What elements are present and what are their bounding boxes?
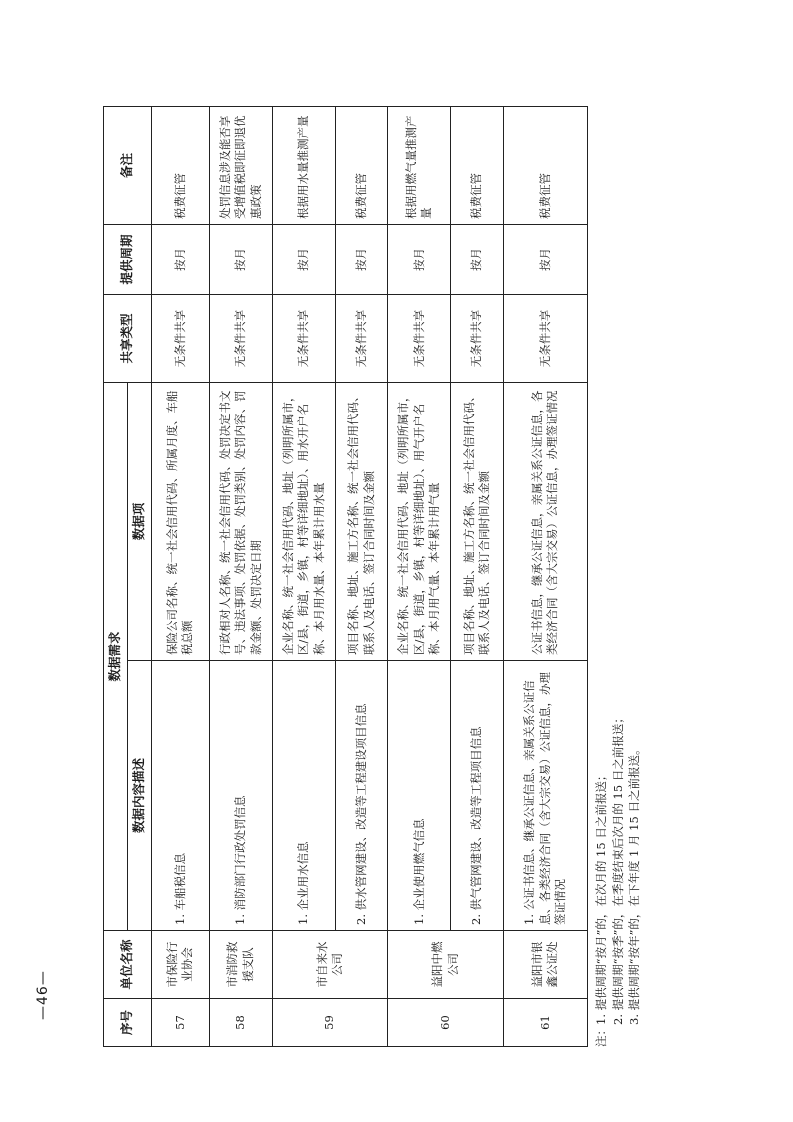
data-needs-table	[103, 106, 588, 1047]
desc-cell: 2. 供水管网建设、改造等工程建设项目信息	[335, 661, 388, 931]
share-type-cell: 无条件共享	[388, 294, 451, 382]
items-cell: 企业名称、统一社会信用代码、地址（列明所属市，区/县，街道，乡镇，村等详细地址）、用水开户名称、本月用水量、本年累计用水量	[272, 382, 335, 660]
items-cell: 项目名称、地址、施工方名称、统一社会信用代码、联系人及电话、签订合同时间及金额	[335, 382, 388, 660]
note-text: 2. 提供周期“按季”的，在季度结束后次月的 15 日之前报送；	[610, 712, 625, 1025]
seq-cell: 60	[388, 999, 504, 1047]
desc-cell: 1. 企业使用燃气信息	[388, 661, 451, 931]
desc-cell: 1. 消防部门行政处罚信息	[209, 661, 272, 931]
unit-cell: 益阳市银鑫公证处	[503, 931, 587, 999]
share-type-cell: 无条件共享	[503, 294, 587, 382]
desc-cell: 1. 公证书信息、继承公证信息、亲属关系公证信息、各类经济合同（含大宗交易）公证信息，办理签证情况	[503, 661, 587, 931]
desc-cell: 1. 企业用水信息	[272, 661, 335, 931]
period-cell: 按月	[335, 224, 388, 294]
period-cell: 按月	[152, 224, 210, 294]
note-line	[610, 107, 627, 1047]
seq-cell: 57	[152, 999, 210, 1047]
table-row	[209, 106, 272, 1046]
rotated-page	[103, 47, 713, 1047]
items-cell: 企业名称、统一社会信用代码、地址（列明所属市，区/县，街道，乡镇，村等详细地址）、用气开户名称、本月用气量、本年累计用气量	[388, 382, 451, 660]
period-cell: 按月	[272, 224, 335, 294]
table-row	[335, 106, 388, 1046]
header-desc: 数据内容描述	[128, 661, 152, 931]
notes	[593, 107, 643, 1047]
header-data-needs: 数据需求	[104, 382, 128, 930]
share-type-cell: 无条件共享	[152, 294, 210, 382]
note-text: 3. 提供周期“按年”的，在下年度 1 月 15 日之前报送。	[627, 743, 642, 1025]
header-row-1	[104, 106, 128, 1046]
header-remark: 备注	[104, 106, 152, 224]
remark-cell: 税费征管	[451, 106, 504, 224]
items-cell: 保险公司名称、统一社会信用代码、所属月度、车船税总额	[152, 382, 210, 660]
header-period: 提供周期	[104, 224, 152, 294]
remark-cell: 税费征管	[335, 106, 388, 224]
seq-cell: 59	[272, 999, 388, 1047]
header-items: 数据项	[128, 382, 152, 660]
table-row	[152, 106, 210, 1046]
note-text: 1. 提供周期“按月”的，在次月的 15 日之前报送；	[594, 769, 608, 1025]
items-cell: 公证书信息，继承公证信息，亲属关系公证信息，各类经济合同（含大宗交易）公证信息，办理签证情况	[503, 382, 587, 660]
period-cell: 按月	[503, 224, 587, 294]
note-line	[593, 107, 610, 1047]
remark-cell: 根据用燃气量推测产量	[388, 106, 451, 224]
table-row	[503, 106, 587, 1046]
share-type-cell: 无条件共享	[451, 294, 504, 382]
remark-cell: 税费征管	[503, 106, 587, 224]
header-share-type: 共享类型	[104, 294, 152, 382]
share-type-cell: 无条件共享	[272, 294, 335, 382]
header-unit: 单位名称	[104, 931, 152, 999]
desc-cell: 2. 供气管网建设、改造等工程项目信息	[451, 661, 504, 931]
remark-cell: 根据用水量推测产量	[272, 106, 335, 224]
remark-cell: 税费征管	[152, 106, 210, 224]
note-line	[626, 107, 643, 1047]
items-cell: 行政相对人名称、统一社会信用代码、处罚决定书文号、违法事项、处罚依据、处罚类别、处罚内容、罚款金额、处罚决定日期	[209, 382, 272, 660]
table-row	[272, 106, 335, 1046]
unit-cell: 市保险行业协会	[152, 931, 210, 999]
unit-cell: 益阳中燃公司	[388, 931, 504, 999]
header-seq: 序号	[104, 999, 152, 1047]
share-type-cell: 无条件共享	[335, 294, 388, 382]
desc-cell: 1. 车船税信息	[152, 661, 210, 931]
period-cell: 按月	[451, 224, 504, 294]
seq-cell: 58	[209, 999, 272, 1047]
remark-cell: 处罚信息涉及能否享受增值税即征即退优惠政策	[209, 106, 272, 224]
page-number: —46—	[35, 970, 51, 1020]
table-row	[451, 106, 504, 1046]
items-cell: 项目名称、地址、施工方名称、统一社会信用代码、联系人及电话、签订合同时间及金额	[451, 382, 504, 660]
unit-cell: 市消防救援支队	[209, 931, 272, 999]
unit-cell: 市自来水公司	[272, 931, 388, 999]
notes-lead: 注：	[594, 1024, 608, 1047]
seq-cell: 61	[503, 999, 587, 1047]
period-cell: 按月	[209, 224, 272, 294]
table-row	[388, 106, 451, 1046]
period-cell: 按月	[388, 224, 451, 294]
share-type-cell: 无条件共享	[209, 294, 272, 382]
